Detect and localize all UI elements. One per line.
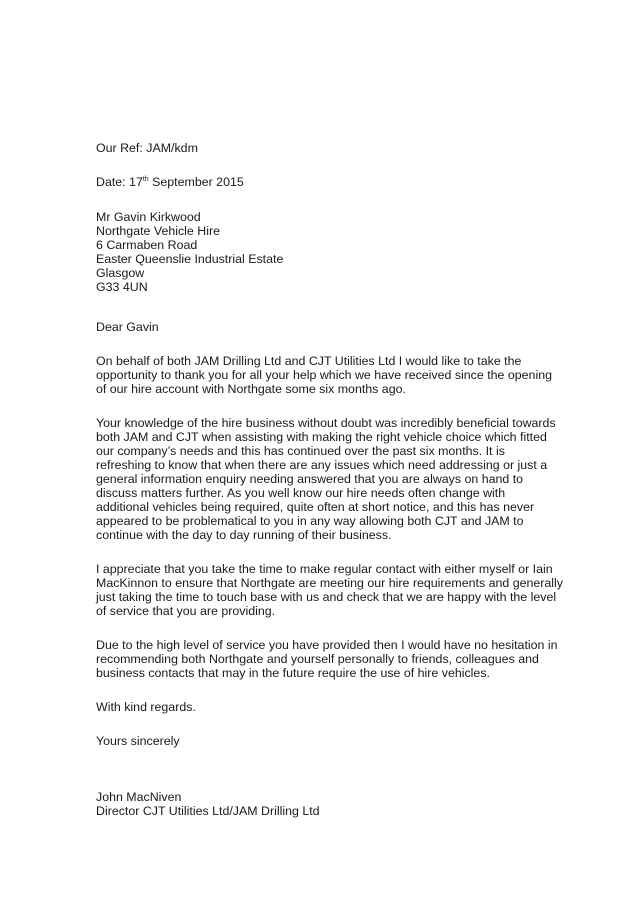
paragraph-line: our company’s needs and this has continued over the past six months. It is (96, 444, 505, 458)
paragraph-thanks (96, 354, 566, 396)
signatory-title: Director CJT Utilities Ltd/JAM Drilling Ltd (96, 804, 320, 818)
paragraph-line: On behalf of both JAM Drilling Ltd and CJT Utilities Ltd I would like to take the (96, 354, 522, 368)
paragraph-line: Due to the high level of service you have provided then I would have no hesitation in (96, 638, 558, 652)
date-ordinal: th (142, 175, 149, 183)
signatory-block (96, 790, 566, 818)
signatory-name: John MacNiven (96, 790, 182, 804)
paragraph-line: I appreciate that you take the time to make regular contact with either myself or Iain (96, 562, 553, 576)
date-prefix: Date: 17 (96, 175, 143, 189)
paragraph-contact (96, 562, 566, 618)
address-line: G33 4UN (96, 280, 148, 294)
paragraph-recommendation (96, 638, 566, 680)
paragraph-line: additional vehicles being required, quite often at short notice, and this has never (96, 500, 535, 514)
recipient-address (96, 210, 566, 294)
paragraph-line: of our hire account with Northgate some six months ago. (96, 382, 406, 396)
our-reference: Our Ref: JAM/kdm (96, 141, 198, 155)
closing-regards: With kind regards. (96, 700, 196, 714)
sign-off: Yours sincerely (96, 734, 180, 748)
letter-date (96, 175, 566, 189)
paragraph-line: discuss matters further. As you well know our hire needs often change with (96, 486, 506, 500)
paragraph-line: appeared to be problematical to you in any way allowing both CJT and JAM to (96, 514, 524, 528)
address-line: Easter Queenslie Industrial Estate (96, 252, 284, 266)
paragraph-line: general information enquiry needing answered that you are always on hand to (96, 472, 524, 486)
paragraph-line: opportunity to thank you for all your help which we have received since the opening (96, 368, 552, 382)
paragraph-line: MacKinnon to ensure that Northgate are meeting our hire requirements and generally (96, 576, 563, 590)
date-rest: September 2015 (148, 175, 244, 189)
paragraph-line: just taking the time to touch base with us and check that we are happy with the level (96, 590, 557, 604)
paragraph-line: refreshing to know that when there are any issues which need addressing or just a (96, 458, 548, 472)
address-line: 6 Carmaben Road (96, 238, 198, 252)
paragraph-line: Your knowledge of the hire business without doubt was incredibly beneficial towards (96, 416, 556, 430)
salutation: Dear Gavin (96, 320, 159, 334)
paragraph-knowledge (96, 416, 566, 542)
address-line: Mr Gavin Kirkwood (96, 210, 201, 224)
paragraph-line: continue with the day to day running of their business. (96, 528, 392, 542)
paragraph-line: recommending both Northgate and yourself personally to friends, colleagues and (96, 652, 539, 666)
letter-body (96, 141, 566, 818)
address-line: Glasgow (96, 266, 145, 280)
paragraph-line: both JAM and CJT when assisting with making the right vehicle choice which fitted (96, 430, 547, 444)
paragraph-line: business contacts that may in the future require the use of hire vehicles. (96, 666, 490, 680)
address-line: Northgate Vehicle Hire (96, 224, 220, 238)
paragraph-line: of service that you are providing. (96, 604, 276, 618)
